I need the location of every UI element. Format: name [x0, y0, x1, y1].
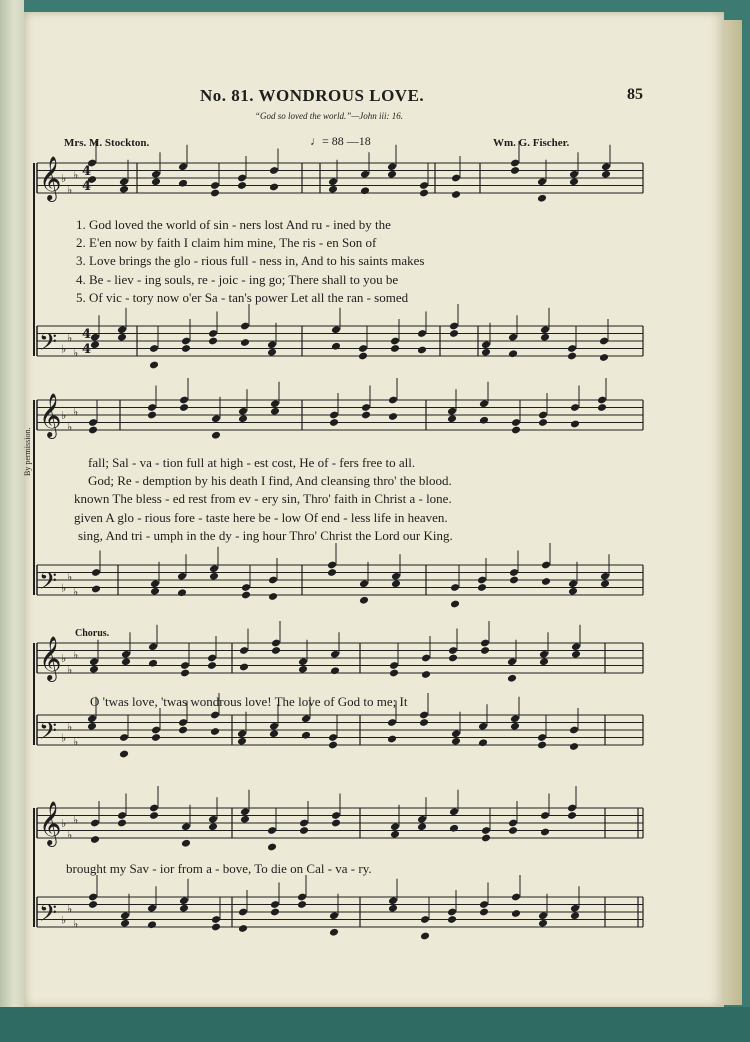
flat-sign: ♭	[73, 168, 79, 182]
note-head	[481, 348, 491, 357]
note-head	[119, 185, 129, 194]
note-head	[448, 654, 458, 663]
note-head	[268, 592, 278, 601]
verse-5-line-a: 5. Of vic - tory now o'er Sa - tan's power Let all the ran - somed	[76, 290, 409, 305]
verse-1-line-b: fall; Sal - va - tion full at high - est cost, He of - fers free to all.	[88, 455, 416, 470]
time-signature-top: 4	[82, 327, 92, 342]
note-head	[358, 352, 368, 361]
note-head	[449, 329, 459, 338]
note-head	[510, 722, 520, 731]
note-head	[389, 669, 399, 678]
note-head	[89, 665, 99, 674]
treble-clef: 𝄞	[39, 156, 62, 200]
note-head	[237, 737, 247, 746]
flat-sign: ♭	[61, 731, 67, 745]
verse-3-line-b: known The bless - ed rest from ev - ery sin, Thro' faith in Christ a - lone.	[74, 491, 452, 506]
note-head	[151, 177, 161, 186]
bass-clef: 𝄢	[39, 328, 58, 361]
time-signature-bottom: 4	[82, 179, 92, 194]
verse-2-line-b: God; Re - demption by his death I find, And cleansing thro' the blood.	[88, 473, 452, 488]
note-head	[238, 924, 248, 933]
note-head	[361, 411, 371, 420]
note-head	[477, 583, 487, 592]
note-head	[210, 189, 220, 198]
treble-clef: 𝄞	[39, 801, 62, 845]
note-head	[451, 737, 461, 746]
note-head	[569, 177, 579, 186]
flat-sign: ♭	[73, 735, 79, 749]
note-head	[329, 418, 339, 427]
note-head	[421, 670, 431, 679]
note-head	[387, 735, 397, 744]
note-head	[570, 911, 580, 920]
note-head	[271, 646, 281, 655]
note-head	[270, 407, 280, 416]
note-head	[149, 361, 159, 370]
note-head	[567, 352, 577, 361]
time-signature-bottom: 4	[82, 342, 92, 357]
note-head	[601, 170, 611, 179]
flat-sign: ♭	[73, 346, 79, 360]
treble-clef: 𝄞	[39, 393, 62, 437]
note-head	[360, 186, 370, 195]
bass-clef: 𝄢	[39, 567, 58, 600]
note-head	[390, 344, 400, 353]
note-head	[388, 412, 398, 421]
chorus-line-b: brought my Sav - ior from a - bove, To die on Cal - va - ry.	[66, 861, 372, 876]
note-head	[241, 591, 251, 600]
flat-sign: ♭	[61, 581, 67, 595]
note-head	[178, 179, 188, 188]
note-head	[179, 403, 189, 412]
note-head	[417, 822, 427, 831]
flat-sign: ♭	[67, 720, 73, 734]
flat-sign: ♭	[61, 913, 67, 927]
note-head	[299, 826, 309, 835]
note-head	[447, 915, 457, 924]
note-head	[509, 576, 519, 585]
flat-sign: ♭	[61, 342, 67, 356]
note-head	[508, 349, 518, 358]
time-signature-top: 4	[82, 164, 92, 179]
note-head	[540, 828, 550, 837]
note-head	[510, 166, 520, 175]
note-head	[267, 843, 277, 852]
note-head	[269, 183, 279, 192]
note-head	[87, 722, 97, 731]
note-head	[117, 819, 127, 828]
flat-sign: ♭	[73, 405, 79, 419]
note-head	[147, 411, 157, 420]
note-head	[390, 830, 400, 839]
flat-sign: ♭	[67, 420, 73, 434]
chorus-line-a: O 'twas love, 'twas wondrous love! The love of God to me; It	[90, 694, 408, 709]
note-head	[447, 414, 457, 423]
flat-sign: ♭	[73, 648, 79, 662]
note-head	[179, 904, 189, 913]
note-head	[391, 579, 401, 588]
note-head	[359, 596, 369, 605]
note-head	[539, 657, 549, 666]
page-number: 85	[627, 86, 643, 103]
note-head	[150, 587, 160, 596]
flat-sign: ♭	[61, 652, 67, 665]
note-head	[177, 588, 187, 597]
note-head	[451, 190, 461, 199]
verse-2-line-a: 2. E'en now by faith I claim him mine, The ris - en Son of	[76, 235, 377, 250]
note-head	[207, 661, 217, 670]
note-head	[507, 674, 517, 683]
note-head	[568, 587, 578, 596]
note-head	[538, 919, 548, 928]
note-head	[331, 819, 341, 828]
flat-sign: ♭	[61, 409, 67, 422]
bass-clef: 𝄢	[39, 899, 58, 932]
note-head	[420, 932, 430, 941]
note-head	[181, 344, 191, 353]
flat-sign: ♭	[73, 585, 79, 599]
note-head	[328, 185, 338, 194]
note-head	[450, 600, 460, 609]
verse-3-line-a: 3. Love brings the glo - rious full - ness in, And to his saints makes	[76, 253, 425, 268]
note-head	[298, 665, 308, 674]
note-head	[178, 726, 188, 735]
note-head	[327, 568, 337, 577]
treble-clef: 𝄞	[39, 636, 62, 680]
flat-sign: ♭	[67, 902, 73, 916]
note-head	[237, 181, 247, 190]
note-head	[570, 420, 580, 429]
note-head	[209, 572, 219, 581]
note-head	[269, 729, 279, 738]
note-head	[117, 333, 127, 342]
note-head	[508, 826, 518, 835]
note-head	[90, 835, 100, 844]
hymn-title: No. 81. WONDROUS LOVE.	[200, 86, 425, 105]
note-head	[239, 663, 249, 672]
note-head	[481, 834, 491, 843]
note-head	[267, 348, 277, 357]
note-head	[119, 750, 129, 759]
note-head	[240, 338, 250, 347]
note-head	[181, 839, 191, 848]
note-head	[211, 923, 221, 932]
scripture-reference: “God so loved the world.”—John iii: 16.	[255, 111, 403, 121]
note-head	[180, 669, 190, 678]
note-head	[88, 426, 98, 435]
note-head	[478, 738, 488, 747]
note-head	[569, 742, 579, 751]
note-head	[88, 900, 98, 909]
verse-4-line-b: given A glo - rious fore - taste here be - low Of end - less life in heaven.	[74, 510, 448, 525]
note-head	[270, 908, 280, 917]
note-head	[121, 657, 131, 666]
note-head	[571, 650, 581, 659]
note-head	[597, 403, 607, 412]
note-head	[208, 822, 218, 831]
note-head	[537, 741, 547, 750]
note-head	[600, 579, 610, 588]
note-head	[149, 811, 159, 820]
note-head	[567, 811, 577, 820]
bass-clef: 𝄢	[39, 717, 58, 750]
note-head	[387, 170, 397, 179]
note-head	[151, 733, 161, 742]
note-head	[91, 585, 101, 594]
note-head	[419, 189, 429, 198]
flat-sign: ♭	[73, 917, 79, 931]
flat-sign: ♭	[67, 570, 73, 584]
note-head	[419, 718, 429, 727]
flat-sign: ♭	[61, 172, 67, 185]
note-head	[238, 414, 248, 423]
verse-5-line-b: sing, And tri - umph in the dy - ing hour Thro' Christ the Lord our King.	[78, 528, 453, 543]
note-head	[511, 909, 521, 918]
flat-sign: ♭	[73, 813, 79, 827]
note-head	[148, 659, 158, 668]
note-head	[328, 741, 338, 750]
note-head	[537, 194, 547, 203]
note-head	[330, 666, 340, 675]
note-head	[479, 416, 489, 425]
flat-sign: ♭	[61, 817, 67, 830]
note-head	[511, 426, 521, 435]
flat-sign: ♭	[67, 828, 73, 842]
tempo-marking: ♩= 88 —18	[310, 134, 371, 148]
note-head	[147, 920, 157, 929]
permission-note: By permission.	[23, 427, 32, 476]
note-head	[541, 577, 551, 586]
flat-sign: ♭	[67, 663, 73, 677]
note-head	[540, 333, 550, 342]
note-head	[388, 904, 398, 913]
note-head	[301, 731, 311, 740]
chorus-label: Chorus.	[75, 628, 110, 639]
note-head	[120, 919, 130, 928]
note-head	[417, 346, 427, 355]
note-head	[210, 727, 220, 736]
note-head	[331, 342, 341, 351]
note-head	[449, 824, 459, 833]
note-head	[90, 340, 100, 349]
lyricist-credit: Mrs. M. Stockton.	[64, 137, 150, 149]
note-head	[240, 815, 250, 824]
note-head	[329, 928, 339, 937]
note-head	[479, 908, 489, 917]
flat-sign: ♭	[67, 183, 73, 197]
verse-1-line-a: 1. God loved the world of sin - ners lost And ru - ined by the	[76, 217, 391, 232]
flat-sign: ♭	[67, 331, 73, 345]
note-head	[599, 353, 609, 362]
note-head	[211, 431, 221, 440]
composer-credit: Wm. G. Fischer.	[493, 137, 570, 149]
note-head	[208, 337, 218, 346]
note-head	[538, 418, 548, 427]
verse-4-line-a: 4. Be - liev - ing souls, re - joic - ing go; There shall to you be	[76, 272, 399, 287]
note-head	[297, 900, 307, 909]
note-head	[480, 646, 490, 655]
